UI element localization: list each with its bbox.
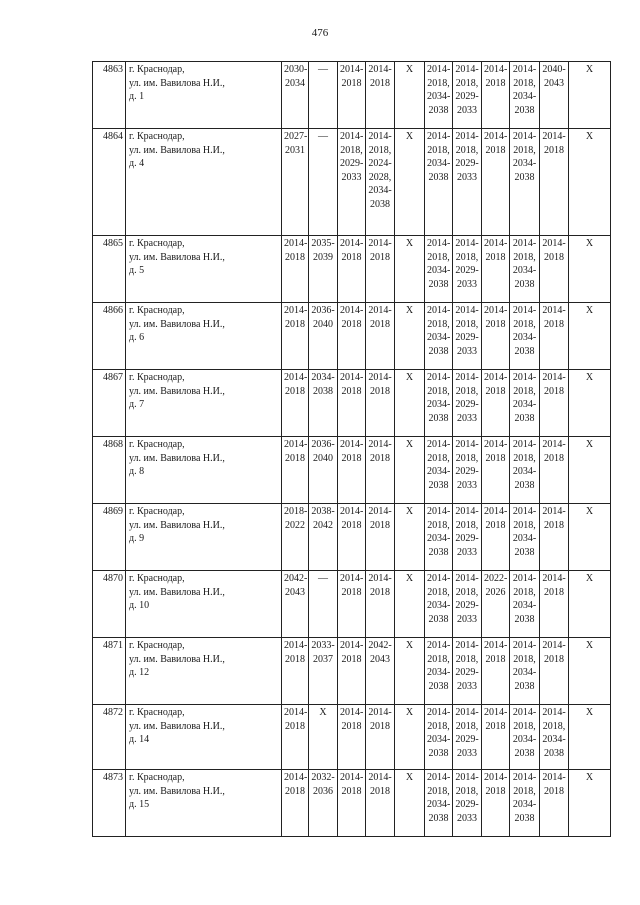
table-row — [93, 571, 611, 638]
period-cell: 2014- 2018, 2034- 2038 — [510, 370, 540, 437]
period-cell: 2014- 2018, 2034- 2038 — [510, 638, 540, 705]
period-cell: 2014- 2018 — [366, 571, 395, 638]
period-cell: X — [569, 437, 611, 504]
period-cell: X — [309, 705, 338, 770]
period-cell: 2014- 2018, 2034- 2038 — [510, 504, 540, 571]
period-cell: 2014- 2018 — [540, 770, 569, 837]
period-cell: 2014- 2018 — [282, 370, 309, 437]
table-row — [93, 370, 611, 437]
period-cell: 2014- 2018, 2029- 2033 — [453, 705, 482, 770]
period-cell: 2014- 2018 — [282, 638, 309, 705]
period-cell: X — [395, 303, 425, 370]
period-cell: X — [569, 236, 611, 303]
period-cell: 2014- 2018, 2034- 2038 — [425, 303, 453, 370]
table-row — [93, 705, 611, 770]
period-cell: X — [395, 571, 425, 638]
address-cell: г. Краснодар, ул. им. Вавилова Н.И., д. 15 — [126, 770, 282, 837]
period-cell: 2014- 2018, 2034- 2038 — [510, 62, 540, 129]
address-cell: г. Краснодар, ул. им. Вавилова Н.И., д. 8 — [126, 437, 282, 504]
period-cell: X — [395, 770, 425, 837]
period-cell: 2014- 2018 — [282, 437, 309, 504]
period-cell: 2014- 2018 — [338, 303, 366, 370]
period-cell: 2014- 2018 — [366, 303, 395, 370]
period-cell: 2014- 2018 — [482, 437, 510, 504]
period-cell: 2014- 2018 — [482, 770, 510, 837]
period-cell: 2014- 2018 — [282, 236, 309, 303]
period-cell: 2022- 2026 — [482, 571, 510, 638]
period-cell: 2014- 2018 — [338, 504, 366, 571]
period-cell: — — [309, 129, 338, 236]
period-cell: 2042- 2043 — [282, 571, 309, 638]
period-cell: X — [569, 504, 611, 571]
period-cell: 2014- 2018, 2034- 2038 — [425, 770, 453, 837]
period-cell: 2014- 2018 — [338, 705, 366, 770]
period-cell: 2032- 2036 — [309, 770, 338, 837]
period-cell: X — [569, 370, 611, 437]
address-cell: г. Краснодар, ул. им. Вавилова Н.И., д. 5 — [126, 236, 282, 303]
row-number: 4867 — [93, 370, 126, 437]
address-cell: г. Краснодар, ул. им. Вавилова Н.И., д. 4 — [126, 129, 282, 236]
period-cell: 2014- 2018, 2029- 2033 — [453, 370, 482, 437]
row-number: 4873 — [93, 770, 126, 837]
address-cell: г. Краснодар, ул. им. Вавилова Н.И., д. 9 — [126, 504, 282, 571]
period-cell: 2014- 2018, 2034- 2038 — [425, 129, 453, 236]
period-cell: 2040- 2043 — [540, 62, 569, 129]
period-cell: 2034- 2038 — [309, 370, 338, 437]
period-cell: X — [395, 129, 425, 236]
period-cell: 2014- 2018 — [540, 129, 569, 236]
period-cell: 2038- 2042 — [309, 504, 338, 571]
row-number: 4864 — [93, 129, 126, 236]
period-cell: X — [569, 705, 611, 770]
address-cell: г. Краснодар, ул. им. Вавилова Н.И., д. 1 — [126, 62, 282, 129]
period-cell: 2014- 2018 — [540, 370, 569, 437]
period-cell: 2014- 2018, 2034- 2038 — [510, 705, 540, 770]
address-cell: г. Краснодар, ул. им. Вавилова Н.И., д. 14 — [126, 705, 282, 770]
period-cell: 2014- 2018, 2029- 2033 — [453, 504, 482, 571]
row-number: 4868 — [93, 437, 126, 504]
period-cell: 2014- 2018, 2029- 2033 — [453, 770, 482, 837]
row-number: 4866 — [93, 303, 126, 370]
period-cell: X — [569, 571, 611, 638]
period-cell: 2014- 2018 — [366, 236, 395, 303]
period-cell: 2027- 2031 — [282, 129, 309, 236]
period-cell: 2014- 2018, 2029- 2033 — [453, 437, 482, 504]
address-cell: г. Краснодар, ул. им. Вавилова Н.И., д. 10 — [126, 571, 282, 638]
period-cell: X — [395, 62, 425, 129]
period-cell: 2014- 2018 — [366, 705, 395, 770]
period-cell: 2033- 2037 — [309, 638, 338, 705]
period-cell: X — [395, 705, 425, 770]
period-cell: 2014- 2018 — [482, 303, 510, 370]
row-number: 4870 — [93, 571, 126, 638]
period-cell: 2014- 2018, 2034- 2038 — [425, 705, 453, 770]
period-cell: X — [395, 638, 425, 705]
period-cell: 2014- 2018 — [540, 236, 569, 303]
period-cell: 2014- 2018 — [482, 370, 510, 437]
period-cell: 2014- 2018 — [482, 638, 510, 705]
period-cell: 2014- 2018, 2034- 2038 — [510, 236, 540, 303]
period-cell: 2014- 2018 — [482, 129, 510, 236]
table-row — [93, 770, 611, 837]
period-cell: 2014- 2018 — [338, 370, 366, 437]
address-cell: г. Краснодар, ул. им. Вавилова Н.И., д. 7 — [126, 370, 282, 437]
period-cell: 2014- 2018, 2029- 2033 — [453, 638, 482, 705]
period-cell: 2014- 2018 — [338, 62, 366, 129]
table-row — [93, 504, 611, 571]
table-row — [93, 303, 611, 370]
period-cell: X — [569, 129, 611, 236]
period-cell: 2014- 2018, 2034- 2038 — [510, 571, 540, 638]
period-cell: 2014- 2018 — [540, 303, 569, 370]
row-number: 4869 — [93, 504, 126, 571]
period-cell: 2014- 2018, 2034- 2038 — [425, 236, 453, 303]
period-cell: 2014- 2018 — [282, 705, 309, 770]
period-cell: 2014- 2018, 2034- 2038 — [425, 62, 453, 129]
period-cell: 2014- 2018 — [366, 370, 395, 437]
period-cell: X — [395, 504, 425, 571]
period-cell: 2014- 2018 — [338, 236, 366, 303]
period-cell: 2014- 2018, 2034- 2038 — [510, 770, 540, 837]
repair-schedule-table — [92, 61, 611, 837]
period-cell: 2014- 2018 — [338, 571, 366, 638]
period-cell: X — [395, 370, 425, 437]
period-cell: 2014- 2018 — [338, 437, 366, 504]
period-cell: 2030- 2034 — [282, 62, 309, 129]
period-cell: 2014- 2018, 2034- 2038 — [425, 437, 453, 504]
table-body — [93, 62, 611, 837]
period-cell: 2014- 2018 — [540, 571, 569, 638]
period-cell: 2014- 2018, 2034- 2038 — [425, 370, 453, 437]
period-cell: 2014- 2018, 2029- 2033 — [453, 236, 482, 303]
table-row — [93, 638, 611, 705]
table-row — [93, 437, 611, 504]
period-cell: 2036- 2040 — [309, 303, 338, 370]
period-cell: 2014- 2018 — [482, 504, 510, 571]
period-cell: 2014- 2018 — [482, 705, 510, 770]
period-cell: X — [569, 303, 611, 370]
period-cell: 2014- 2018, 2029- 2033 — [453, 571, 482, 638]
period-cell: 2014- 2018, 2034- 2038 — [510, 437, 540, 504]
period-cell: 2014- 2018 — [282, 770, 309, 837]
period-cell: 2014- 2018, 2029- 2033 — [453, 62, 482, 129]
period-cell: 2014- 2018, 2034- 2038 — [425, 638, 453, 705]
period-cell: 2014- 2018, 2034- 2038 — [510, 303, 540, 370]
period-cell: 2014- 2018 — [540, 638, 569, 705]
period-cell: 2035- 2039 — [309, 236, 338, 303]
row-number: 4871 — [93, 638, 126, 705]
period-cell: 2014- 2018 — [482, 236, 510, 303]
period-cell: X — [569, 62, 611, 129]
period-cell: 2014- 2018 — [540, 504, 569, 571]
period-cell: 2014- 2018, 2034- 2038 — [540, 705, 569, 770]
period-cell: 2014- 2018 — [366, 62, 395, 129]
period-cell: 2014- 2018 — [366, 770, 395, 837]
period-cell: 2014- 2018, 2029- 2033 — [453, 129, 482, 236]
period-cell: 2014- 2018, 2034- 2038 — [510, 129, 540, 236]
period-cell: 2014- 2018, 2034- 2038 — [425, 504, 453, 571]
period-cell: X — [569, 638, 611, 705]
period-cell: — — [309, 571, 338, 638]
period-cell: 2014- 2018, 2029- 2033 — [338, 129, 366, 236]
period-cell: 2014- 2018 — [540, 437, 569, 504]
period-cell: 2014- 2018 — [338, 770, 366, 837]
row-number: 4863 — [93, 62, 126, 129]
table-row — [93, 129, 611, 236]
period-cell: 2014- 2018, 2024- 2028, 2034- 2038 — [366, 129, 395, 236]
period-cell: X — [395, 437, 425, 504]
period-cell: X — [569, 770, 611, 837]
period-cell: 2014- 2018 — [366, 437, 395, 504]
period-cell: 2042- 2043 — [366, 638, 395, 705]
period-cell: 2018- 2022 — [282, 504, 309, 571]
period-cell: — — [309, 62, 338, 129]
table-row — [93, 62, 611, 129]
row-number: 4865 — [93, 236, 126, 303]
page-number: 476 — [311, 27, 329, 39]
period-cell: 2036- 2040 — [309, 437, 338, 504]
period-cell: 2014- 2018 — [366, 504, 395, 571]
period-cell: 2014- 2018, 2034- 2038 — [425, 571, 453, 638]
period-cell: 2014- 2018 — [282, 303, 309, 370]
table-row — [93, 236, 611, 303]
period-cell: 2014- 2018, 2029- 2033 — [453, 303, 482, 370]
period-cell: X — [395, 236, 425, 303]
period-cell: 2014- 2018 — [482, 62, 510, 129]
period-cell: 2014- 2018 — [338, 638, 366, 705]
row-number: 4872 — [93, 705, 126, 770]
address-cell: г. Краснодар, ул. им. Вавилова Н.И., д. 12 — [126, 638, 282, 705]
address-cell: г. Краснодар, ул. им. Вавилова Н.И., д. 6 — [126, 303, 282, 370]
